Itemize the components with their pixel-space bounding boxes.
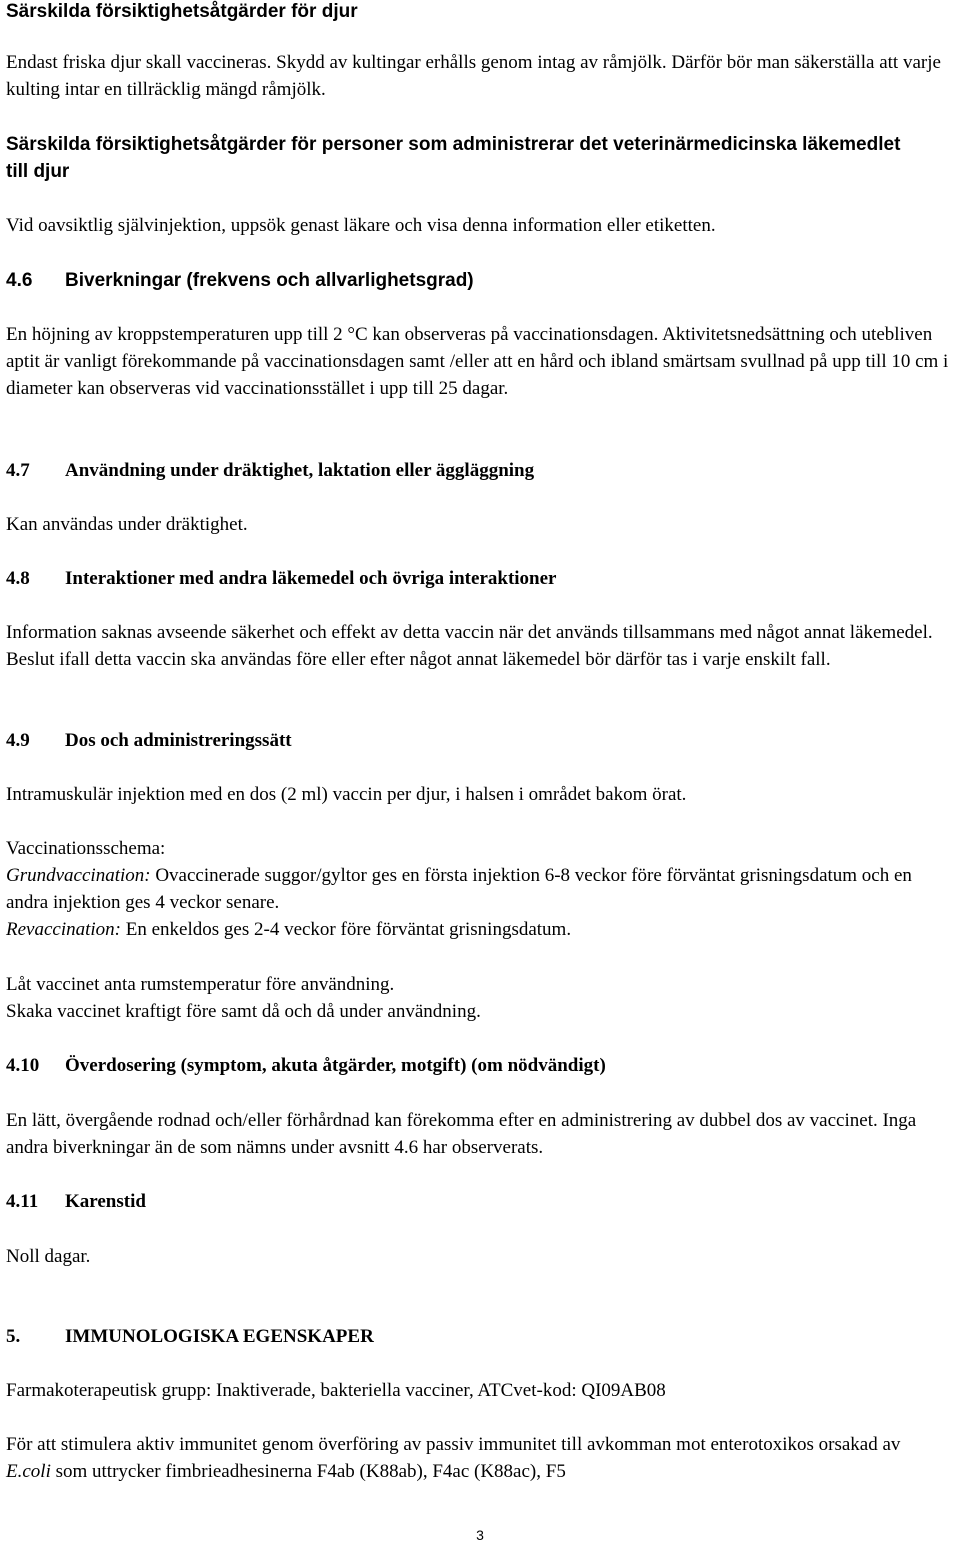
section-4-6-text: En höjning av kroppstemperaturen upp till 2 °C kan observeras på vaccinationsdagen. Aktivitetsnedsättning och utebliven aptit är vanligt förekommande på vaccinationsdagen samt /eller att en hård och ibland smärtsam svullnad på upp till 10 cm i diameter kan observeras vid vaccinationsstället i upp till 25 dagar. <box>6 324 949 399</box>
primary-vaccination-label: Grundvaccination: <box>6 865 151 886</box>
shake-vaccine-line: Skaka vaccinet kraftigt före samt då och då under användning. <box>6 1001 481 1022</box>
section-number: 4.8 <box>6 568 30 589</box>
section-4-11-heading <box>6 1188 956 1215</box>
section-number: 4.7 <box>6 460 30 481</box>
room-temperature-line: Låt vaccinet anta rumstemperatur före användning. <box>6 974 395 995</box>
paragraph-animal-precautions: Endast friska djur skall vaccineras. Skydd av kultingar erhålls genom intag av råmjölk. Därför bör man säkerställa att varje kulting intar en tillräcklig mängd råmjölk. <box>6 52 941 100</box>
section-number: 4.9 <box>6 730 30 751</box>
paragraph-person-precautions: Vid oavsiktlig självinjektion, uppsök genast läkare och visa denna information eller etiketten. <box>6 215 716 236</box>
section-title: IMMUNOLOGISKA EGENSKAPER <box>65 1326 374 1347</box>
heading-person-precautions: Särskilda försiktighetsåtgärder för personer som administrerar det veterinärmedicinska läkemedlet till djur <box>6 134 901 182</box>
ecoli-italic: E.coli <box>6 1461 51 1482</box>
section-title: Biverkningar (frekvens och allvarlighetsgrad) <box>65 270 474 291</box>
section-title: Användning under dräktighet, laktation eller äggläggning <box>65 460 535 481</box>
revaccination-label: Revaccination: <box>6 919 122 940</box>
section-title: Överdosering (symptom, akuta åtgärder, motgift) (om nödvändigt) <box>65 1055 606 1076</box>
revaccination-text: Revaccination: En enkeldos ges 2-4 veckor före förväntat grisningsdatum. <box>6 919 572 940</box>
section-title: Interaktioner med andra läkemedel och övriga interaktioner <box>65 568 557 589</box>
section-4-7-heading <box>6 457 956 484</box>
section-4-9-text: Intramuskulär injektion med en dos (2 ml) vaccin per djur, i halsen i området bakom örat. <box>6 784 687 805</box>
section-4-8-text: Information saknas avseende säkerhet och effekt av detta vaccin när det används tillsammans med något annat läkemedel. Beslut ifall detta vaccin ska användas före eller efter något annat läkemedel bör därför tas i varje enskilt fall. <box>6 622 933 670</box>
section-4-9-heading <box>6 727 956 754</box>
section-4-8-heading <box>6 565 956 592</box>
section-title: Karenstid <box>65 1191 146 1212</box>
section-number: 5. <box>6 1326 21 1347</box>
section-number: 4.10 <box>6 1055 40 1076</box>
section-5-text-1: Farmakoterapeutisk grupp: Inaktiverade, bakteriella vacciner, ATCvet-kod: QI09AB08 <box>6 1380 666 1401</box>
section-5-text-2: För att stimulera aktiv immunitet genom överföring av passiv immunitet till avkomman mot enterotoxikos orsakad av E.coli som uttrycker fimbrieadhesinerna F4ab (K88ab), F4ac (K88ac), F5 <box>6 1434 901 1482</box>
section-title: Dos och administreringssätt <box>65 730 292 751</box>
section-4-11-text: Noll dagar. <box>6 1246 91 1267</box>
heading-animal-precautions: Särskilda försiktighetsåtgärder för djur <box>6 1 358 22</box>
section-4-10-text: En lätt, övergående rodnad och/eller förhårdnad kan förekomma efter en administrering av dubbel dos av vaccinet. Inga andra biverkningar än de som nämns under avsnitt 4.6 har observerats. <box>6 1110 917 1158</box>
section-4-7-text: Kan användas under dräktighet. <box>6 514 248 535</box>
primary-vaccination-text: Grundvaccination: Ovaccinerade suggor/gyltor ges en första injektion 6-8 veckor före förväntat grisningsdatum och en andra injektion ges 4 veckor senare. <box>6 865 912 913</box>
section-4-6-heading <box>6 267 956 294</box>
section-5-heading <box>6 1323 956 1350</box>
vaccination-schedule-label: Vaccinationsschema: <box>6 838 166 859</box>
page-number: 3 <box>476 1527 484 1543</box>
section-4-10-heading <box>6 1052 956 1079</box>
section-number: 4.11 <box>6 1191 39 1212</box>
section-number: 4.6 <box>6 270 33 291</box>
